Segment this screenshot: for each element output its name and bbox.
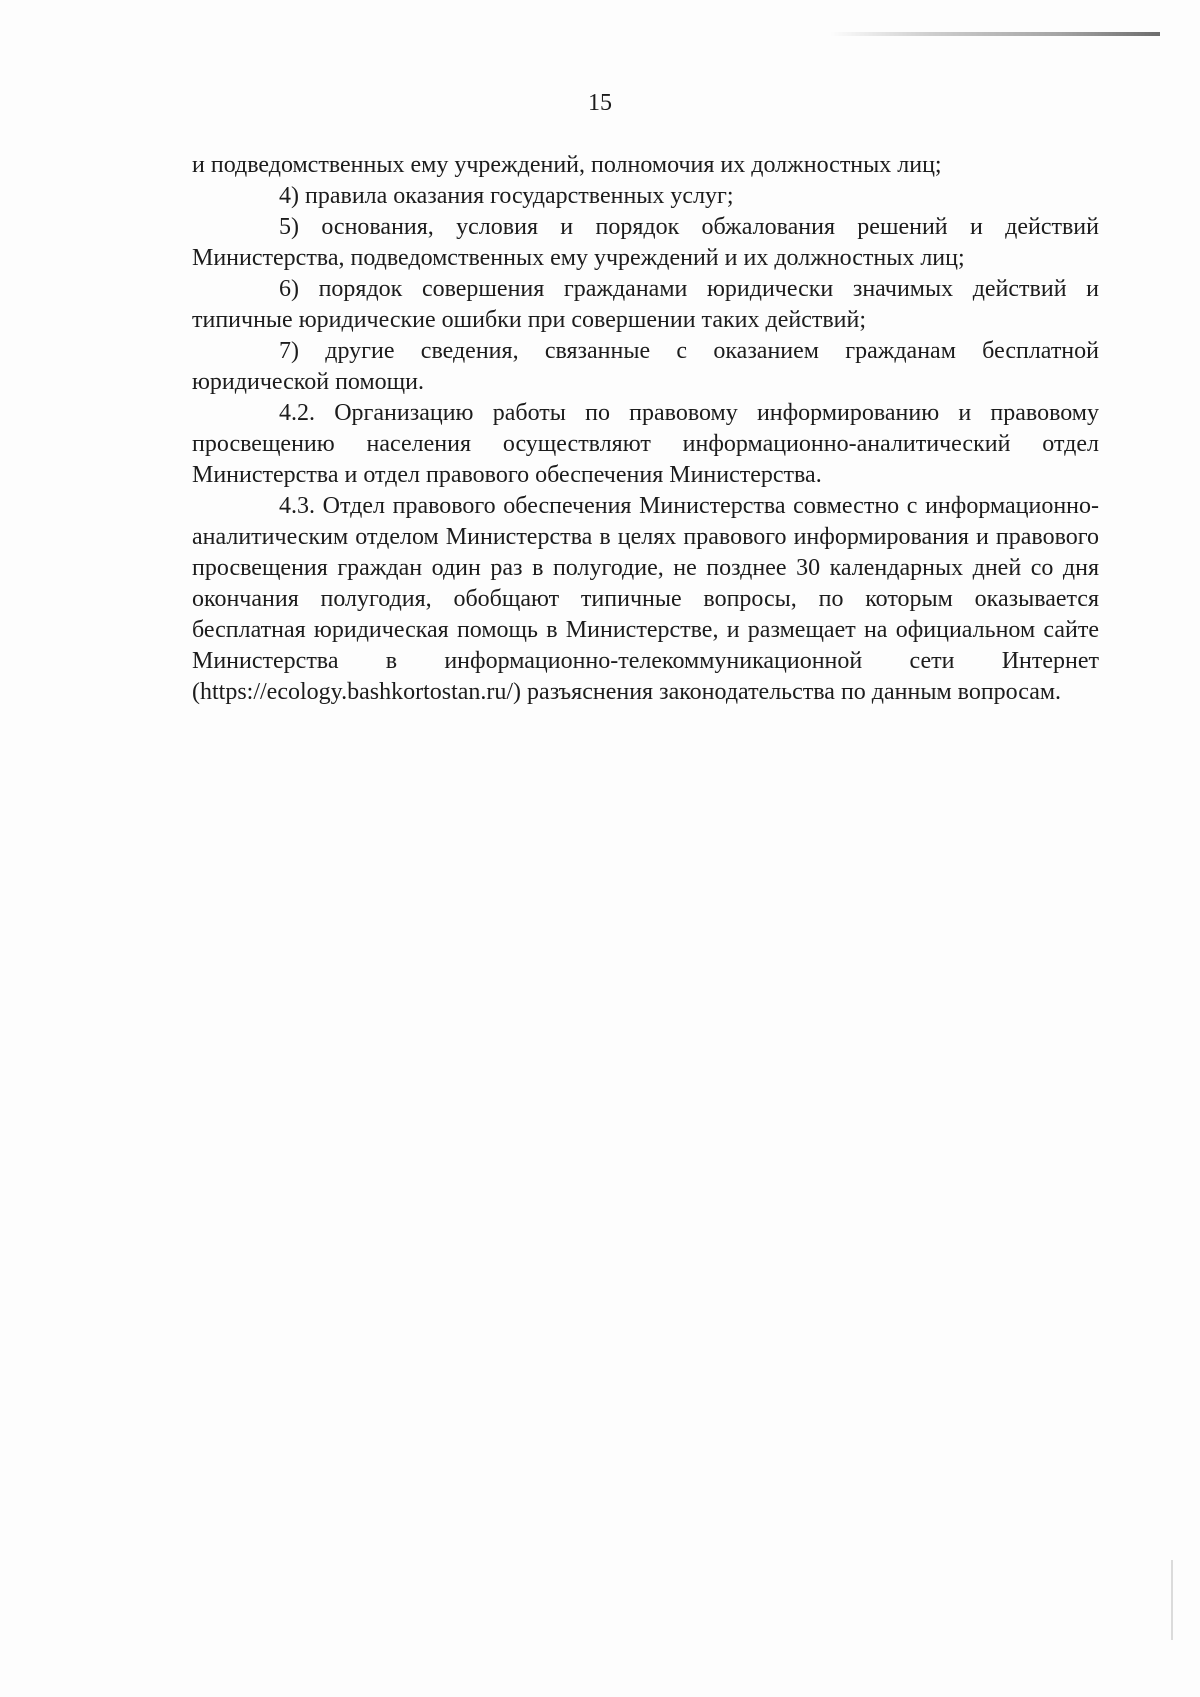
section-4-3: 4.3. Отдел правового обеспечения Министерства совместно с информационно-аналитическим отделом Министерства в целях правового информирования и правового просвещения граждан один раз в полугодие, не позднее 30 календарных дней со дня окончания полугодия, обобщают типичные вопросы, по которым оказывается бесплатная юридическая помощь в Министерстве, и размещает на официальном сайте Министерства в информационно-телекоммуникационной сети Интернет [192, 493, 1099, 674]
list-item-4: 4) правила оказания государственных услуг; [279, 183, 734, 209]
section-4-2: 4.2. Организацию работы по правовому информированию и правовому просвещению населения осуществляют информационно-аналитический отдел Министерства и отдел правового обеспечения Министерства. [192, 400, 1099, 488]
scan-artifact-top [830, 32, 1160, 36]
list-item-7: 7) другие сведения, связанные с оказанием гражданам бесплатной юридической помощи. [192, 338, 1099, 395]
page-number: 15 [588, 90, 612, 116]
section-4-3-continuation: (https://ecology.bashkortostan.ru/) разъяснения законодательства по данным вопросам. [192, 679, 1062, 705]
document-body [192, 150, 1099, 708]
list-item-5: 5) основания, условия и порядок обжалования решений и действий Министерства, подведомственных ему учреждений и их должностных лиц; [192, 214, 1099, 271]
scan-artifact-right [1171, 1560, 1173, 1640]
paragraph-continuation: и подведомственных ему учреждений, полномочия их должностных лиц; [192, 152, 942, 178]
list-item-6: 6) порядок совершения гражданами юридически значимых действий и типичные юридические ошибки при совершении таких действий; [192, 276, 1099, 333]
